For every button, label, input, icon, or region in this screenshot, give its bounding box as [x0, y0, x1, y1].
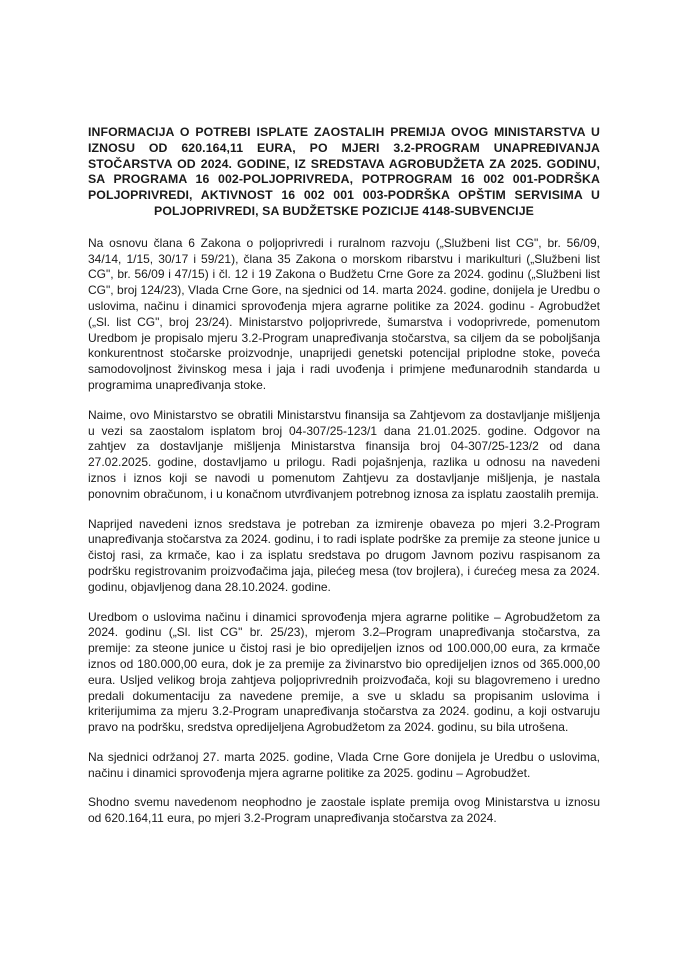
document-page [88, 125, 600, 841]
document-title: INFORMACIJA O POTREBI ISPLATE ZAOSTALIH PREMIJA OVOG MINISTARSTVA U IZNOSU OD 620.164,11 EURA, PO MJERI 3.2-PROGRAM UNAPREĐIVANJA STOČARSTVA OD 2024. GODINE, IZ SREDSTAVA AGROBUDŽETA ZA 2025. GODINU, SA PROGRAMA 16 002-POLJOPRIVREDA, POTPROGRAM 16 002 001-PODRŠKA POLJOPRIVREDI, AKTIVNOST 16 002 001 003-PODRŠKA OPŠTIM SERVISIMA U POLJOPRIVREDI, SA BUDŽETSKE POZICIJE 4148-SUBVENCIJE [88, 125, 600, 218]
paragraph-finance-ministry-request: Naime, ovo Ministarstvo se obratili Ministarstvu finansija sa Zahtjevom za dostavljanje mišljenja u vezi sa zaostalom isplatom broj 04-307/25-123/1 dana 21.01.2025. godine. Odgovor na zahtjev za dostavljanje mišljenja Ministarstva finansija broj 04-307/25-123/2 od dana 27.02.2025. godine, dostavljamo u prilogu. Radi pojašnjenja, razlika u odnosu na navedeni iznos i iznos koji se navodi u pomenutom Zahtjevu za dostavljanje mišljenja, je nastala ponovnim obračunom, i u konačnom utvrđivanjem potrebnog iznosa za isplatu zaostalih premija. [88, 407, 600, 501]
paragraph-legal-basis: Na osnovu člana 6 Zakona o poljoprivredi i ruralnom razvoju („Službeni list CG", br. 56/09, 34/14, 1/15, 30/17 i 59/21), člana 35 Zakona o morskom ribarstvu i marikulturi („Službeni list CG", br. 56/09 i 47/15) i čl. 12 i 19 Zakona o Budžetu Crne Gore za 2024. godinu („Službeni list CG", broj 124/23), Vlada Crne Gore, na sjednici od 14. marta 2024. godine, donijela je Uredbu o uslovima, načinu i dinamici sprovođenja mjera agrarne politike za 2024. godinu - Agrobudžet („Sl. list CG", broj 23/24). Ministarstvo poljoprivrede, šumarstva i vodoprivrede, pomenutom Uredbom je propisalo mjeru 3.2-Program unapređivanja stočarstva, sa ciljem da se poboljšanja konkurentnost stočarske proizvodnje, unaprijedi genetski potencijal priplodne stoke, poveća samodovoljnost živinskog mesa i jaja i radi uvođenja i primjene međunarodnih standarda u programima unapređivanja stoke. [88, 235, 600, 392]
paragraph-funds-purpose: Naprijed navedeni iznos sredstava je potreban za izmirenje obaveza po mjeri 3.2-Program unapređivanja stočarstva za 2024. godinu, i to radi isplate podrške za premije za steone junice u čistoj rasi, za krmače, kao i za isplatu sredstava po drugom Javnom pozivu raspisanom za podršku registrovanim proizvođačima jaja, pilećeg mesa (tov brojlera), i ćurećeg mesa za 2024. godinu, objavljenog dana 28.10.2024. godine. [88, 516, 600, 594]
paragraph-government-session: Na sjednici održanoj 27. marta 2025. godine, Vlada Crne Gore donijela je Uredbu o uslovima, načinu i dinamici sprovođenja mjera agrarne politike za 2025. godinu – Agrobudžet. [88, 749, 600, 780]
paragraph-conclusion: Shodno svemu navedenom neophodno je zaostale isplate premija ovog Ministarstva u iznosu od 620.164,11 eura, po mjeri 3.2-Program unapređivanja stočarstva za 2024. [88, 795, 600, 826]
paragraph-agrobudget-2024: Uredbom o uslovima načinu i dinamici sprovođenja mjera agrarne politike – Agrobudžetom za 2024. godinu („Sl. list CG" br. 25/23), mjerom 3.2–Program unapređivanja stočarstva, za premije: za steone junice u čistoj rasi je bio opredijeljen iznos od 100.000,00 eura, za krmače iznos od 180.000,00 eura, dok je za premije za živinarstvo bio opredijeljen iznos od 365.000,00 eura. Usljed velikog broja zahtjeva poljoprivrednih proizvođača, koji su blagovremeno i uredno predali dokumentaciju za navedene premije, a sve u skladu sa propisanim uslovima i kriterijumima za mjeru 3.2-Program unapređivanja stočarstva za 2024. godinu, a koji ostvaruju pravo na podršku, sredstva opredijeljena Agrobudžetom za 2024. godinu, su bila utrošena. [88, 609, 600, 735]
